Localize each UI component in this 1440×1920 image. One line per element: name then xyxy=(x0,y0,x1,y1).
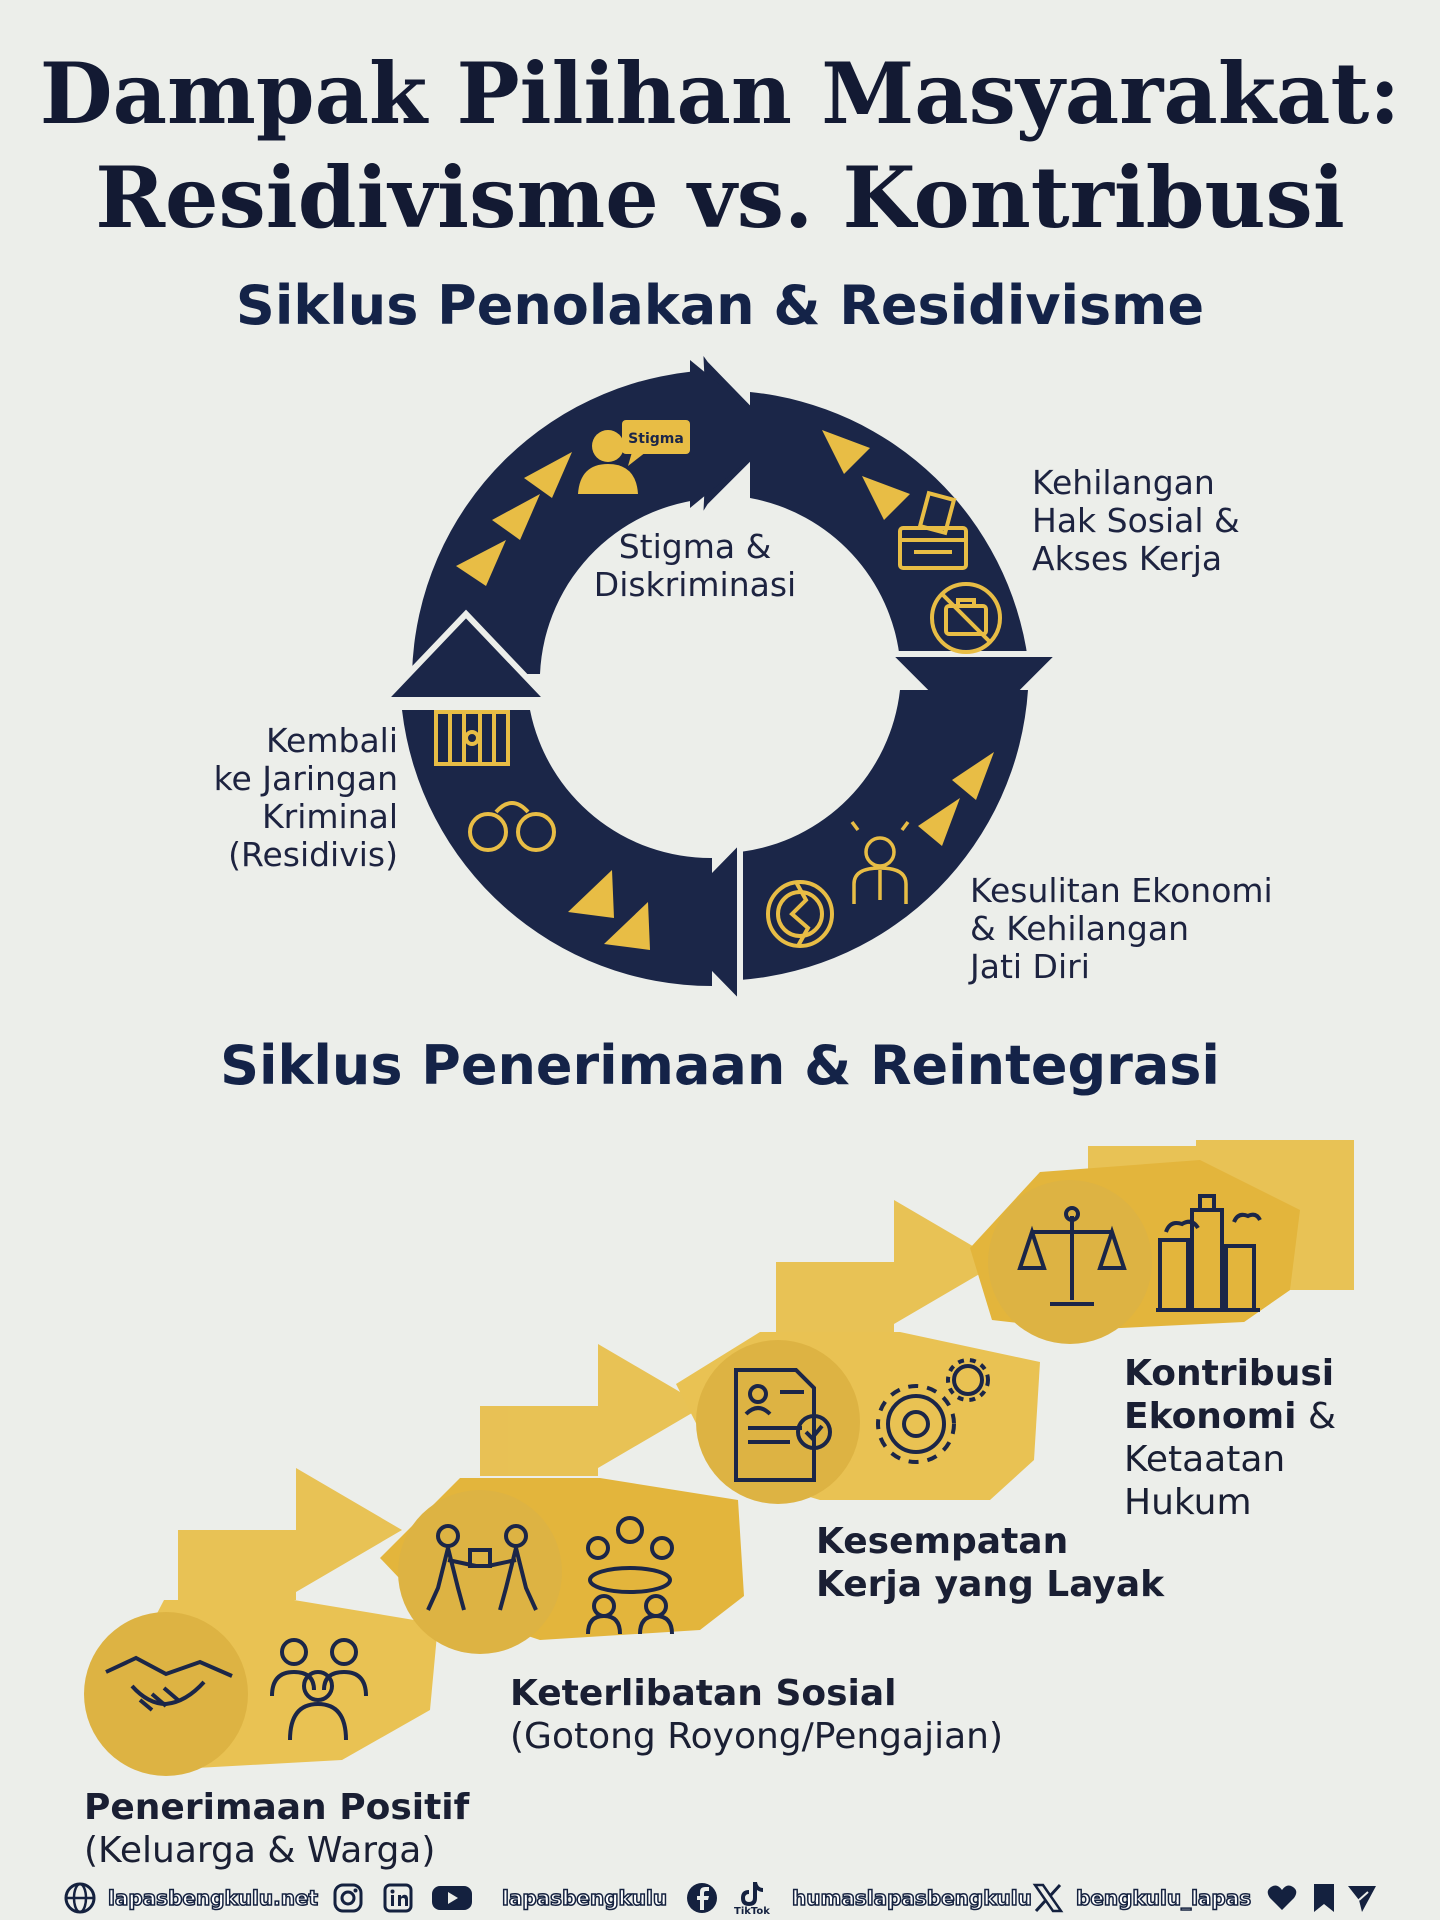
step2-circle xyxy=(398,1490,562,1654)
cycle-ring xyxy=(384,346,1060,1004)
economic-hardship-line: Kesulitan Ekonomi xyxy=(970,871,1273,910)
step4-label xyxy=(1124,1352,1336,1524)
main-title-line1: Dampak Pilihan Masyarakat: xyxy=(39,44,1401,143)
cycle-center-label xyxy=(570,528,820,604)
step2-title: Keterlibatan Sosial xyxy=(510,1673,897,1714)
main-title-line2: Residivisme vs. Kontribusi xyxy=(95,148,1345,247)
step1-subtitle: (Keluarga & Warga) xyxy=(84,1830,436,1871)
recidivism-line: Kembali xyxy=(266,721,398,760)
globe-icon[interactable] xyxy=(64,1882,96,1914)
facebook-link[interactable]: humaslapasbengkulu xyxy=(792,1886,1032,1910)
linkedin-icon[interactable] xyxy=(382,1882,414,1914)
stigma-badge-text: Stigma xyxy=(628,431,684,447)
step3-title-line: Kesempatan xyxy=(816,1521,1069,1562)
x-link[interactable]: bengkulu_lapas xyxy=(1076,1886,1252,1910)
website-link[interactable]: lapasbengkulu.net xyxy=(108,1886,319,1910)
recidivism-line: Kriminal xyxy=(262,797,398,836)
recidivism-line: ke Jaringan xyxy=(213,759,398,798)
instagram-icon[interactable] xyxy=(332,1882,364,1914)
economic-hardship-line: Jati Diri xyxy=(970,947,1090,986)
heart-icon[interactable] xyxy=(1266,1882,1298,1914)
step4-title-line: Kontribusi xyxy=(1124,1353,1335,1394)
step1-circle xyxy=(84,1612,248,1776)
step2-label xyxy=(510,1672,1003,1758)
bookmark-icon[interactable] xyxy=(1308,1882,1340,1914)
label-lost-rights xyxy=(1032,464,1240,578)
step1-title: Penerimaan Positif xyxy=(84,1787,470,1828)
step4-title-line: Ekonomi xyxy=(1124,1396,1297,1437)
stair-arrow-2 xyxy=(480,1344,704,1476)
lost-rights-line: Hak Sosial & xyxy=(1032,501,1240,540)
stair-arrow-3 xyxy=(776,1200,1000,1332)
youtube-icon[interactable] xyxy=(430,1882,474,1914)
reintegration-cycle-heading: Siklus Penerimaan & Reintegrasi xyxy=(220,1034,1220,1097)
recidivism-line: (Residivis) xyxy=(228,835,398,874)
step3-title-line: Kerja yang Layak xyxy=(816,1564,1165,1605)
step2-subtitle: (Gotong Royong/Pengajian) xyxy=(510,1716,1003,1757)
lost-rights-line: Kehilangan xyxy=(1032,463,1215,502)
social-footer xyxy=(0,1880,1440,1920)
facebook-icon[interactable] xyxy=(686,1882,718,1914)
step4-subtitle-line: Hukum xyxy=(1124,1482,1252,1523)
send-icon[interactable] xyxy=(1346,1882,1378,1914)
step4-ampersand: & xyxy=(1296,1396,1337,1437)
tiktok-label: TikTok xyxy=(734,1906,770,1917)
center-label-line: Diskriminasi xyxy=(593,565,797,604)
center-label-line: Stigma & xyxy=(618,527,772,566)
lost-rights-line: Akses Kerja xyxy=(1032,539,1223,578)
x-twitter-icon[interactable] xyxy=(1032,1882,1064,1914)
step1-label xyxy=(84,1786,469,1872)
stair-arrow-1 xyxy=(178,1468,402,1600)
youtube-link[interactable]: lapasbengkulu xyxy=(502,1886,668,1910)
tiktok-icon[interactable] xyxy=(738,1880,768,1908)
label-economic-hardship xyxy=(970,872,1273,986)
rejection-cycle-heading: Siklus Penolakan & Residivisme xyxy=(235,274,1205,337)
label-recidivism xyxy=(150,722,398,874)
economic-hardship-line: & Kehilangan xyxy=(970,909,1189,948)
step4-subtitle-line: Ketaatan xyxy=(1124,1439,1286,1480)
step3-label xyxy=(816,1520,1164,1606)
